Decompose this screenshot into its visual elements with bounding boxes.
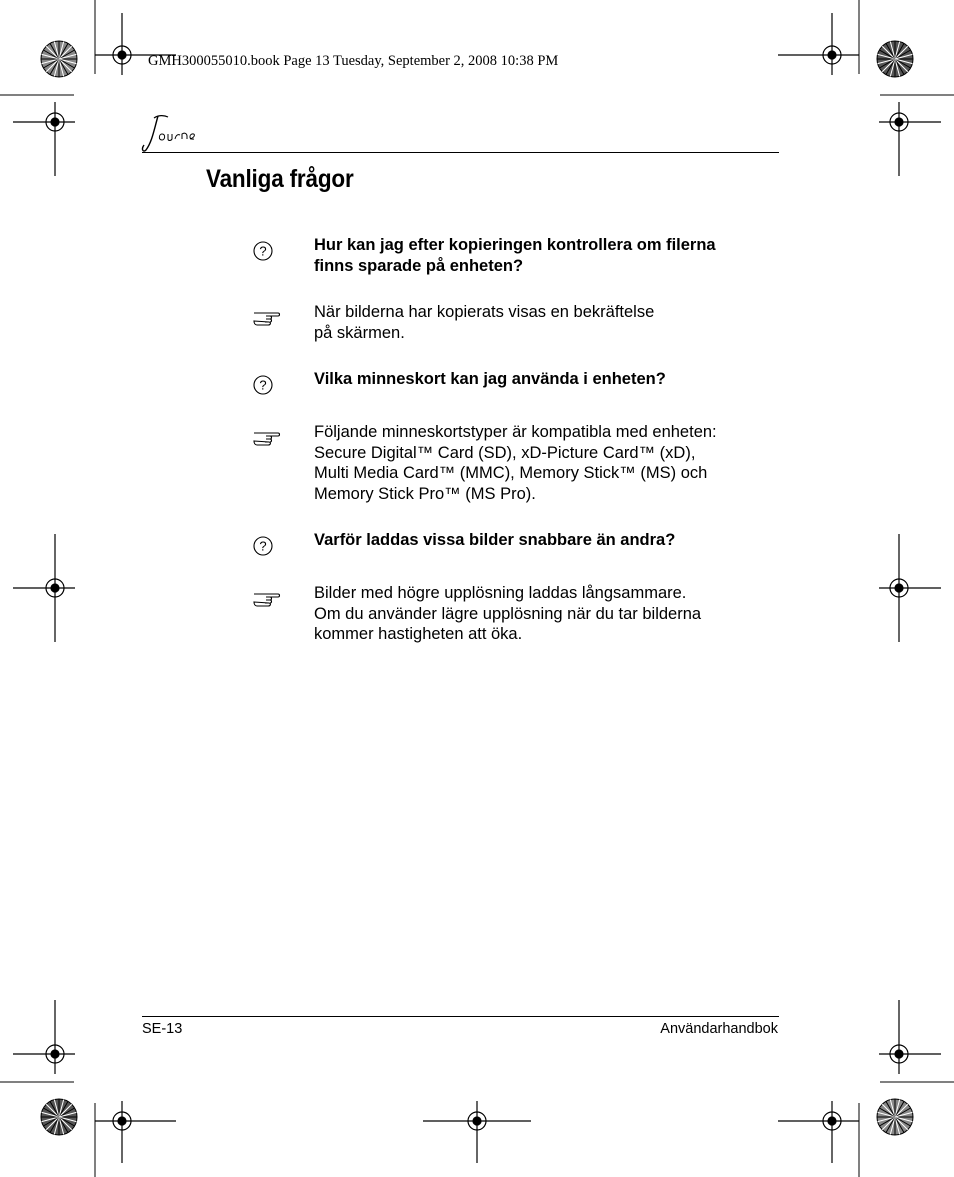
print-info: GMH300055010.book Page 13 Tuesday, September 2, 2008 10:38 PM <box>148 53 559 69</box>
svg-text:?: ? <box>259 243 267 259</box>
svg-text:?: ? <box>259 377 267 393</box>
question-circle-icon <box>252 240 282 264</box>
pointing-hand-icon <box>252 425 282 449</box>
footer-rule <box>142 1016 779 1017</box>
pointing-hand-icon <box>252 305 282 329</box>
svg-text:?: ? <box>259 538 267 554</box>
faq-question: Vilka minneskort kan jag använda i enheten? <box>314 370 666 388</box>
question-circle-icon <box>252 374 282 398</box>
faq-answer: När bilderna har kopierats visas en bekräftelse på skärmen. <box>314 303 655 342</box>
faq-answer: Bilder med högre upplösning laddas långsammare. Om du använder lägre upplösning när du tar bilderna kommer hastigheten att öka. <box>314 584 702 643</box>
brand-logo <box>140 112 210 154</box>
faq-question: Varför laddas vissa bilder snabbare än andra? <box>314 531 676 549</box>
faq-question: Hur kan jag efter kopieringen kontrollera om filerna finns sparade på enheten? <box>314 236 716 275</box>
manual-name: Användarhandbok <box>660 1021 778 1037</box>
page-title: Vanliga frågor <box>206 165 354 193</box>
faq-answer: Följande minneskortstyper är kompatibla med enheten: Secure Digital™ Card (SD), xD-Picture Card™ (xD), Multi Media Card™ (MMC), Memory Stick™ (MS) och Memory Stick Pro™ (MS Pro). <box>314 423 717 503</box>
question-circle-icon <box>252 535 282 559</box>
pointing-hand-icon <box>252 586 282 610</box>
page-number: SE-13 <box>142 1021 183 1037</box>
header-rule <box>142 152 779 153</box>
